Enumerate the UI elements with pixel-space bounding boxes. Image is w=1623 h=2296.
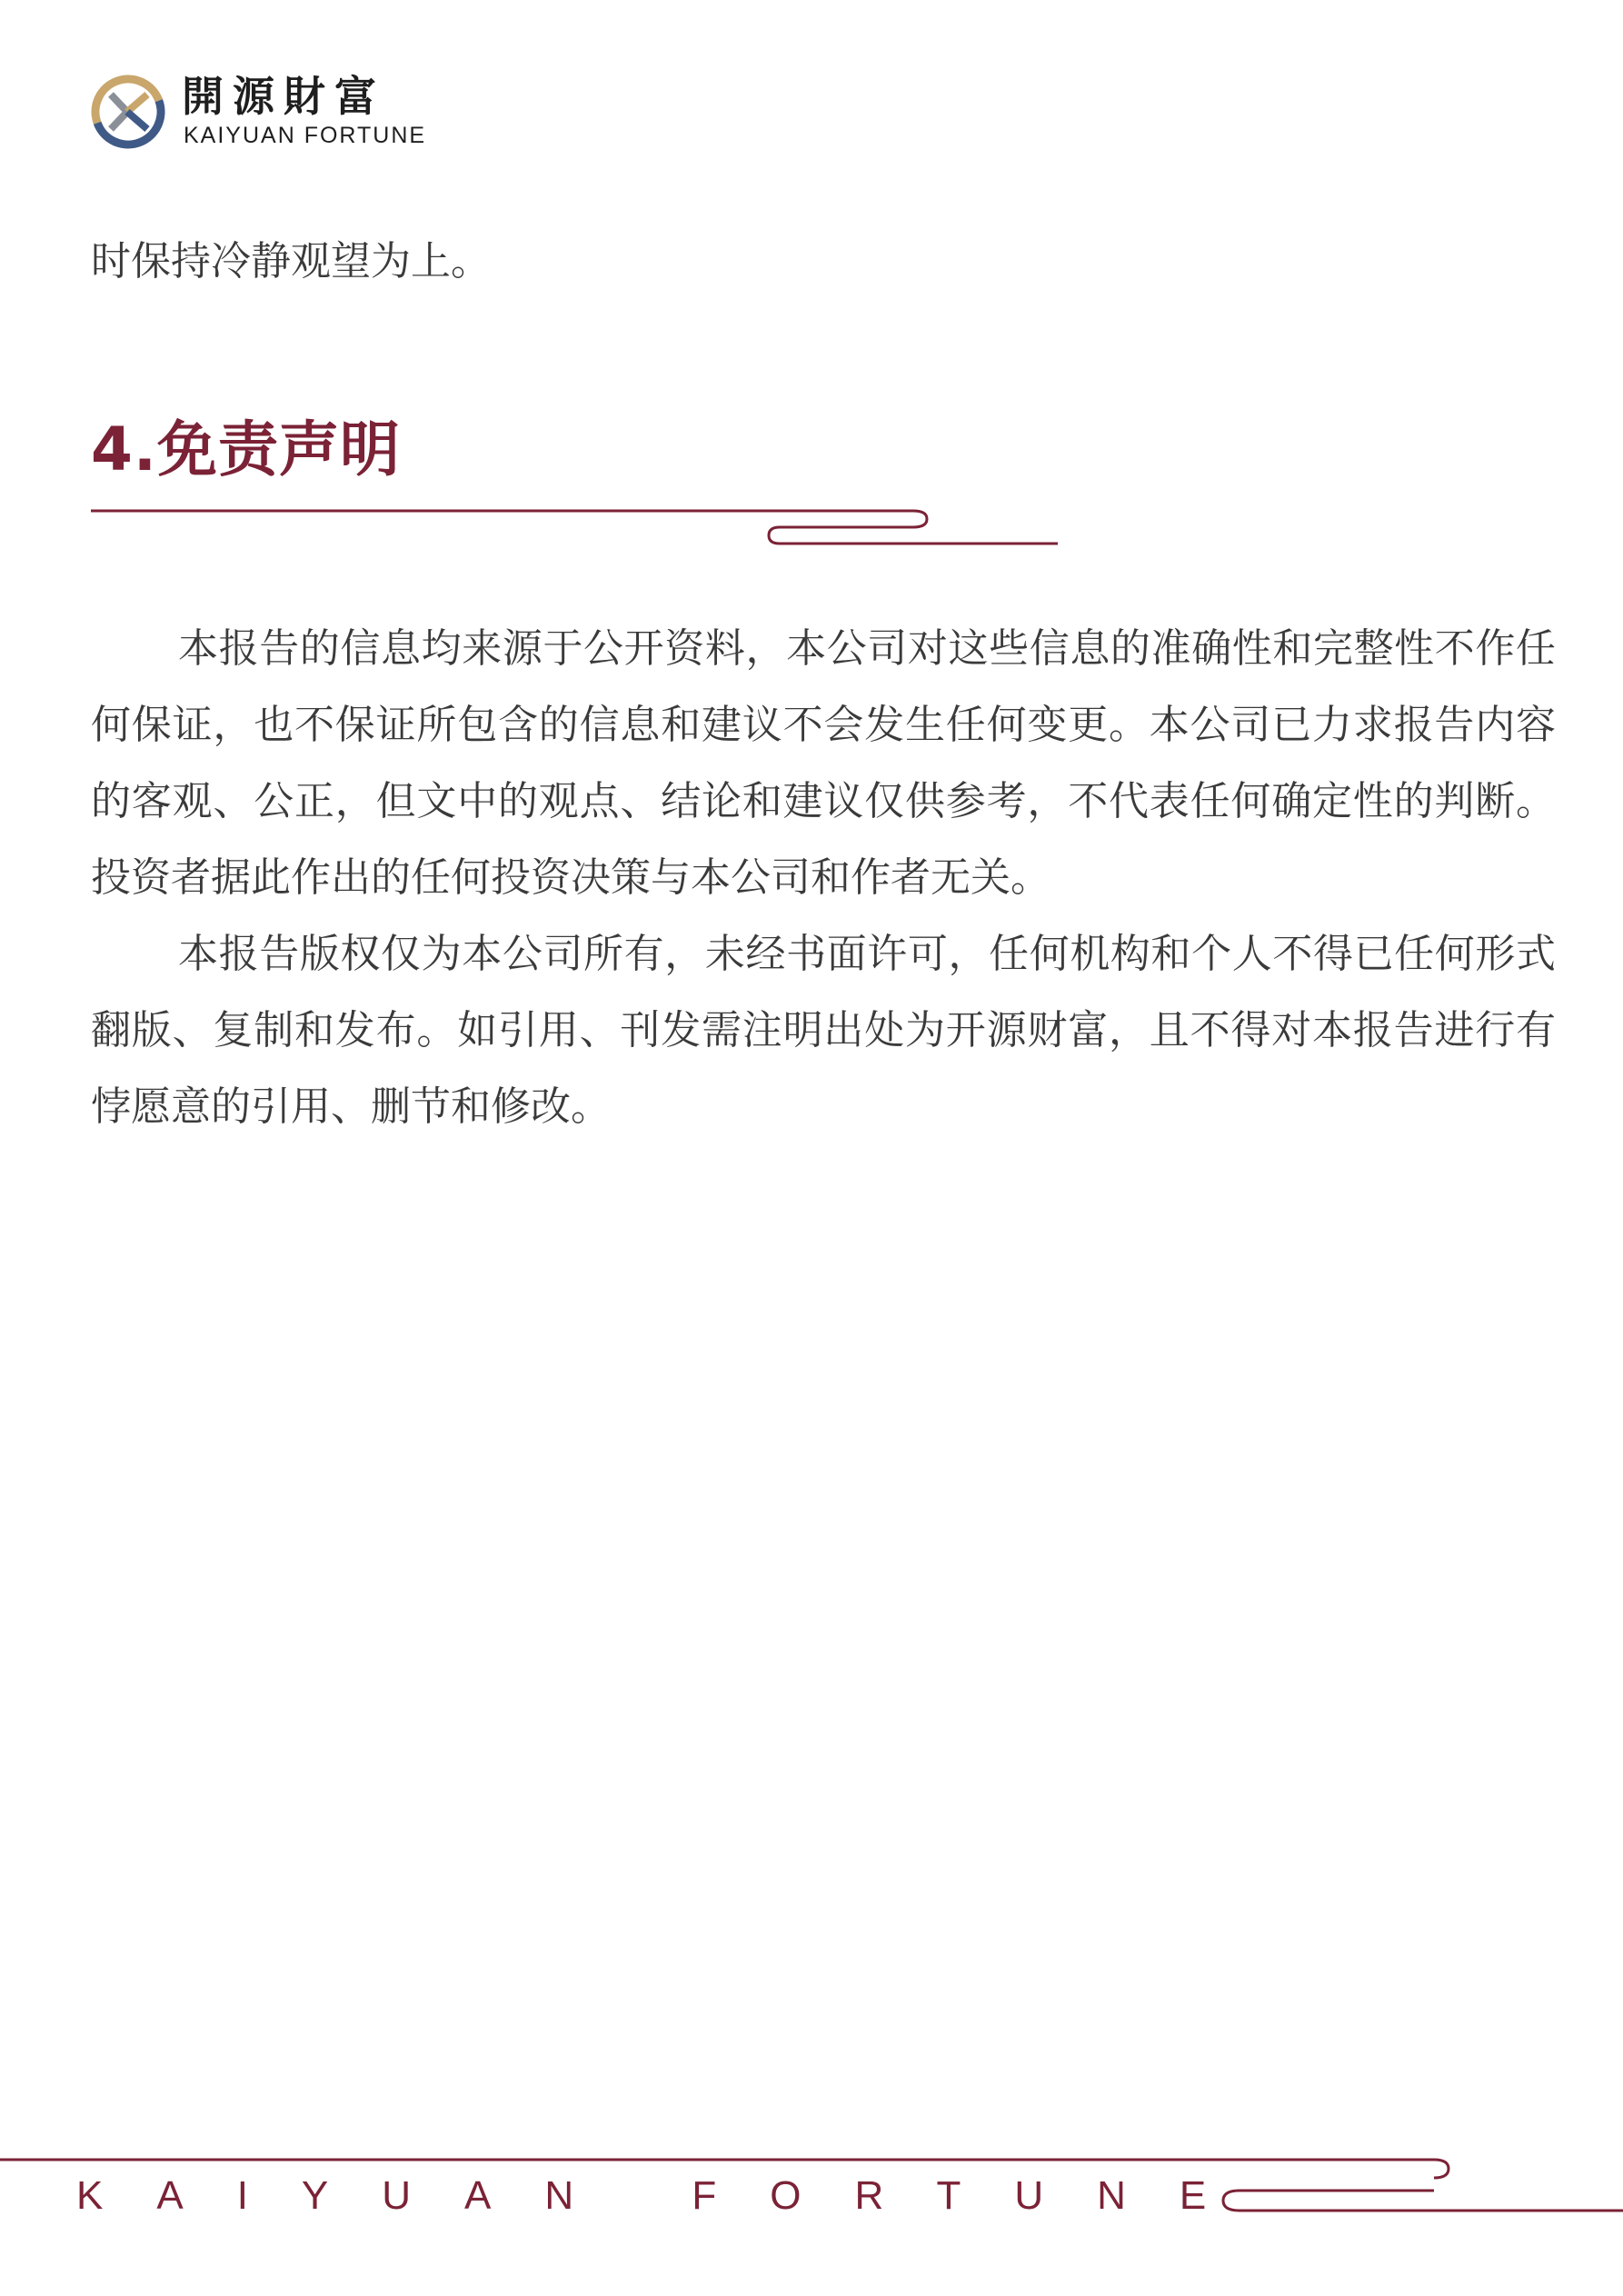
copyright-paragraph: 本报告版权仅为本公司所有，未经书面许可，任何机构和个人不得已任何形式翻版、复制和发布。如引用、刊发需注明出处为开源财富，且不得对本报告进行有悖愿意的引用、删节和修改。 [91, 931, 1556, 1130]
brand-name-cn: 開源財富 [182, 72, 385, 121]
brand-name-en: KAIYUAN FORTUNE [184, 123, 427, 148]
disclaimer-paragraph: 本报告的信息均来源于公开资料，本公司对这些信息的准确性和完整性不作任何保证，也不保证所包含的信息和建议不会发生任何变更。本公司已力求报告内容的客观、公正，但文中的观点、结论和建议仅供参考，不代表任何确定性的判断。投资者据此作出的任何投资决策与本公司和作者无关。 [91, 625, 1556, 901]
section-title: 4.免责声明 [91, 414, 401, 484]
continuation-text: 时保持冷静观望为上。 [91, 238, 491, 285]
footer-brand-text: KAIYUAN FORTUNE [76, 2173, 1260, 2218]
